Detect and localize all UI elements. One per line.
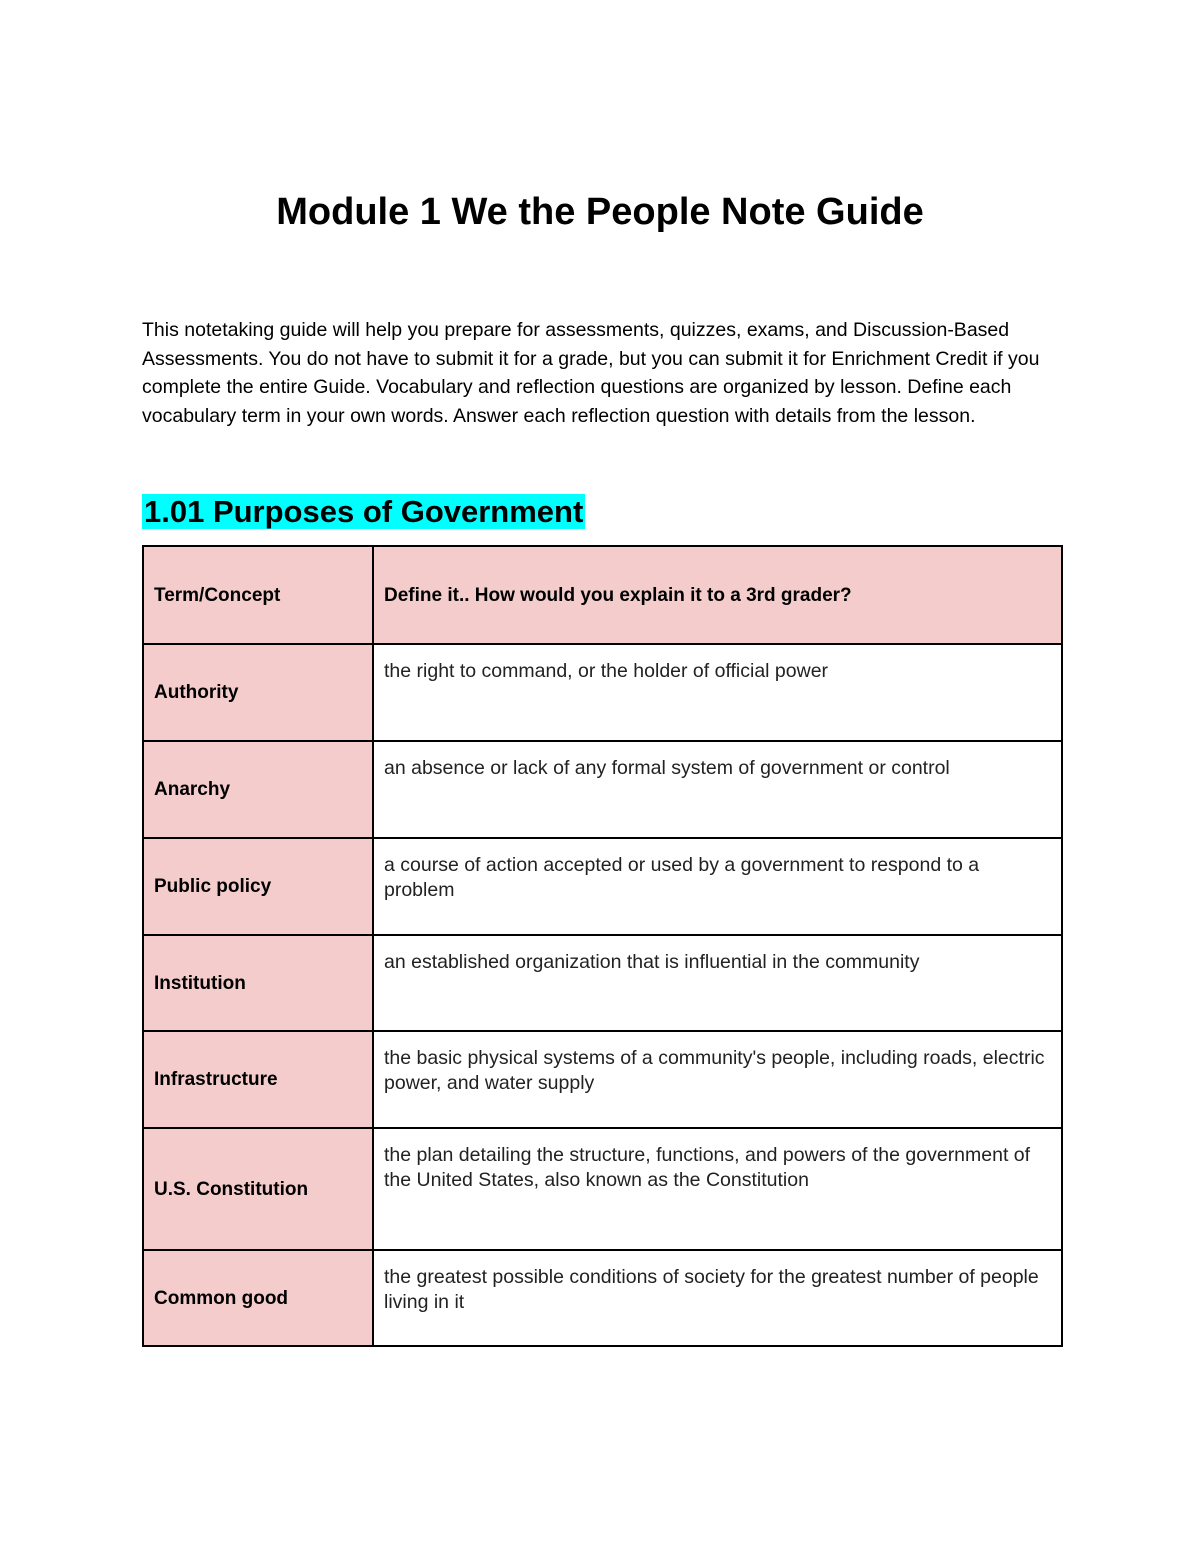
definition-cell[interactable]: an established organization that is influential in the community xyxy=(373,935,1062,1031)
table-row xyxy=(143,644,1062,741)
page-title: Module 1 We the People Note Guide xyxy=(276,191,924,233)
table-row xyxy=(143,1250,1062,1346)
table-row xyxy=(143,935,1062,1031)
term-cell: U.S. Constitution xyxy=(143,1128,373,1250)
definition-cell[interactable]: the right to command, or the holder of official power xyxy=(373,644,1062,741)
section-heading-highlight: 1.01 Purposes of Government xyxy=(144,494,584,529)
definition-cell[interactable]: an absence or lack of any formal system of government or control xyxy=(373,741,1062,838)
term-cell: Institution xyxy=(143,935,373,1031)
term-cell: Anarchy xyxy=(143,741,373,838)
table-row xyxy=(143,1031,1062,1128)
section-heading xyxy=(142,492,585,532)
header-term: Term/Concept xyxy=(143,546,373,644)
definition-cell[interactable]: the basic physical systems of a community's people, including roads, electric power, and water supply xyxy=(373,1031,1062,1128)
header-definition: Define it.. How would you explain it to a 3rd grader? xyxy=(373,546,1062,644)
table-row xyxy=(143,838,1062,935)
term-cell: Common good xyxy=(143,1250,373,1346)
intro-paragraph: This notetaking guide will help you prepare for assessments, quizzes, exams, and Discussion-Based Assessments. You do not have to submit it for a grade, but you can submit it for Enrichment Credit if you complete the entire Guide. Vocabulary and reflection questions are organized by lesson. Define each vocabulary term in your own words. Answer each reflection question with details from the lesson. xyxy=(142,319,1040,427)
table-row xyxy=(143,1128,1062,1250)
term-cell: Infrastructure xyxy=(143,1031,373,1128)
table-row xyxy=(143,741,1062,838)
table-header-row xyxy=(143,546,1062,644)
definition-cell[interactable]: the greatest possible conditions of society for the greatest number of people living in it xyxy=(373,1250,1062,1346)
definition-cell[interactable]: a course of action accepted or used by a government to respond to a problem xyxy=(373,838,1062,935)
definition-cell[interactable]: the plan detailing the structure, functions, and powers of the government of the United States, also known as the Constitution xyxy=(373,1128,1062,1250)
term-cell: Authority xyxy=(143,644,373,741)
term-cell: Public policy xyxy=(143,838,373,935)
vocabulary-table xyxy=(142,545,1063,1347)
